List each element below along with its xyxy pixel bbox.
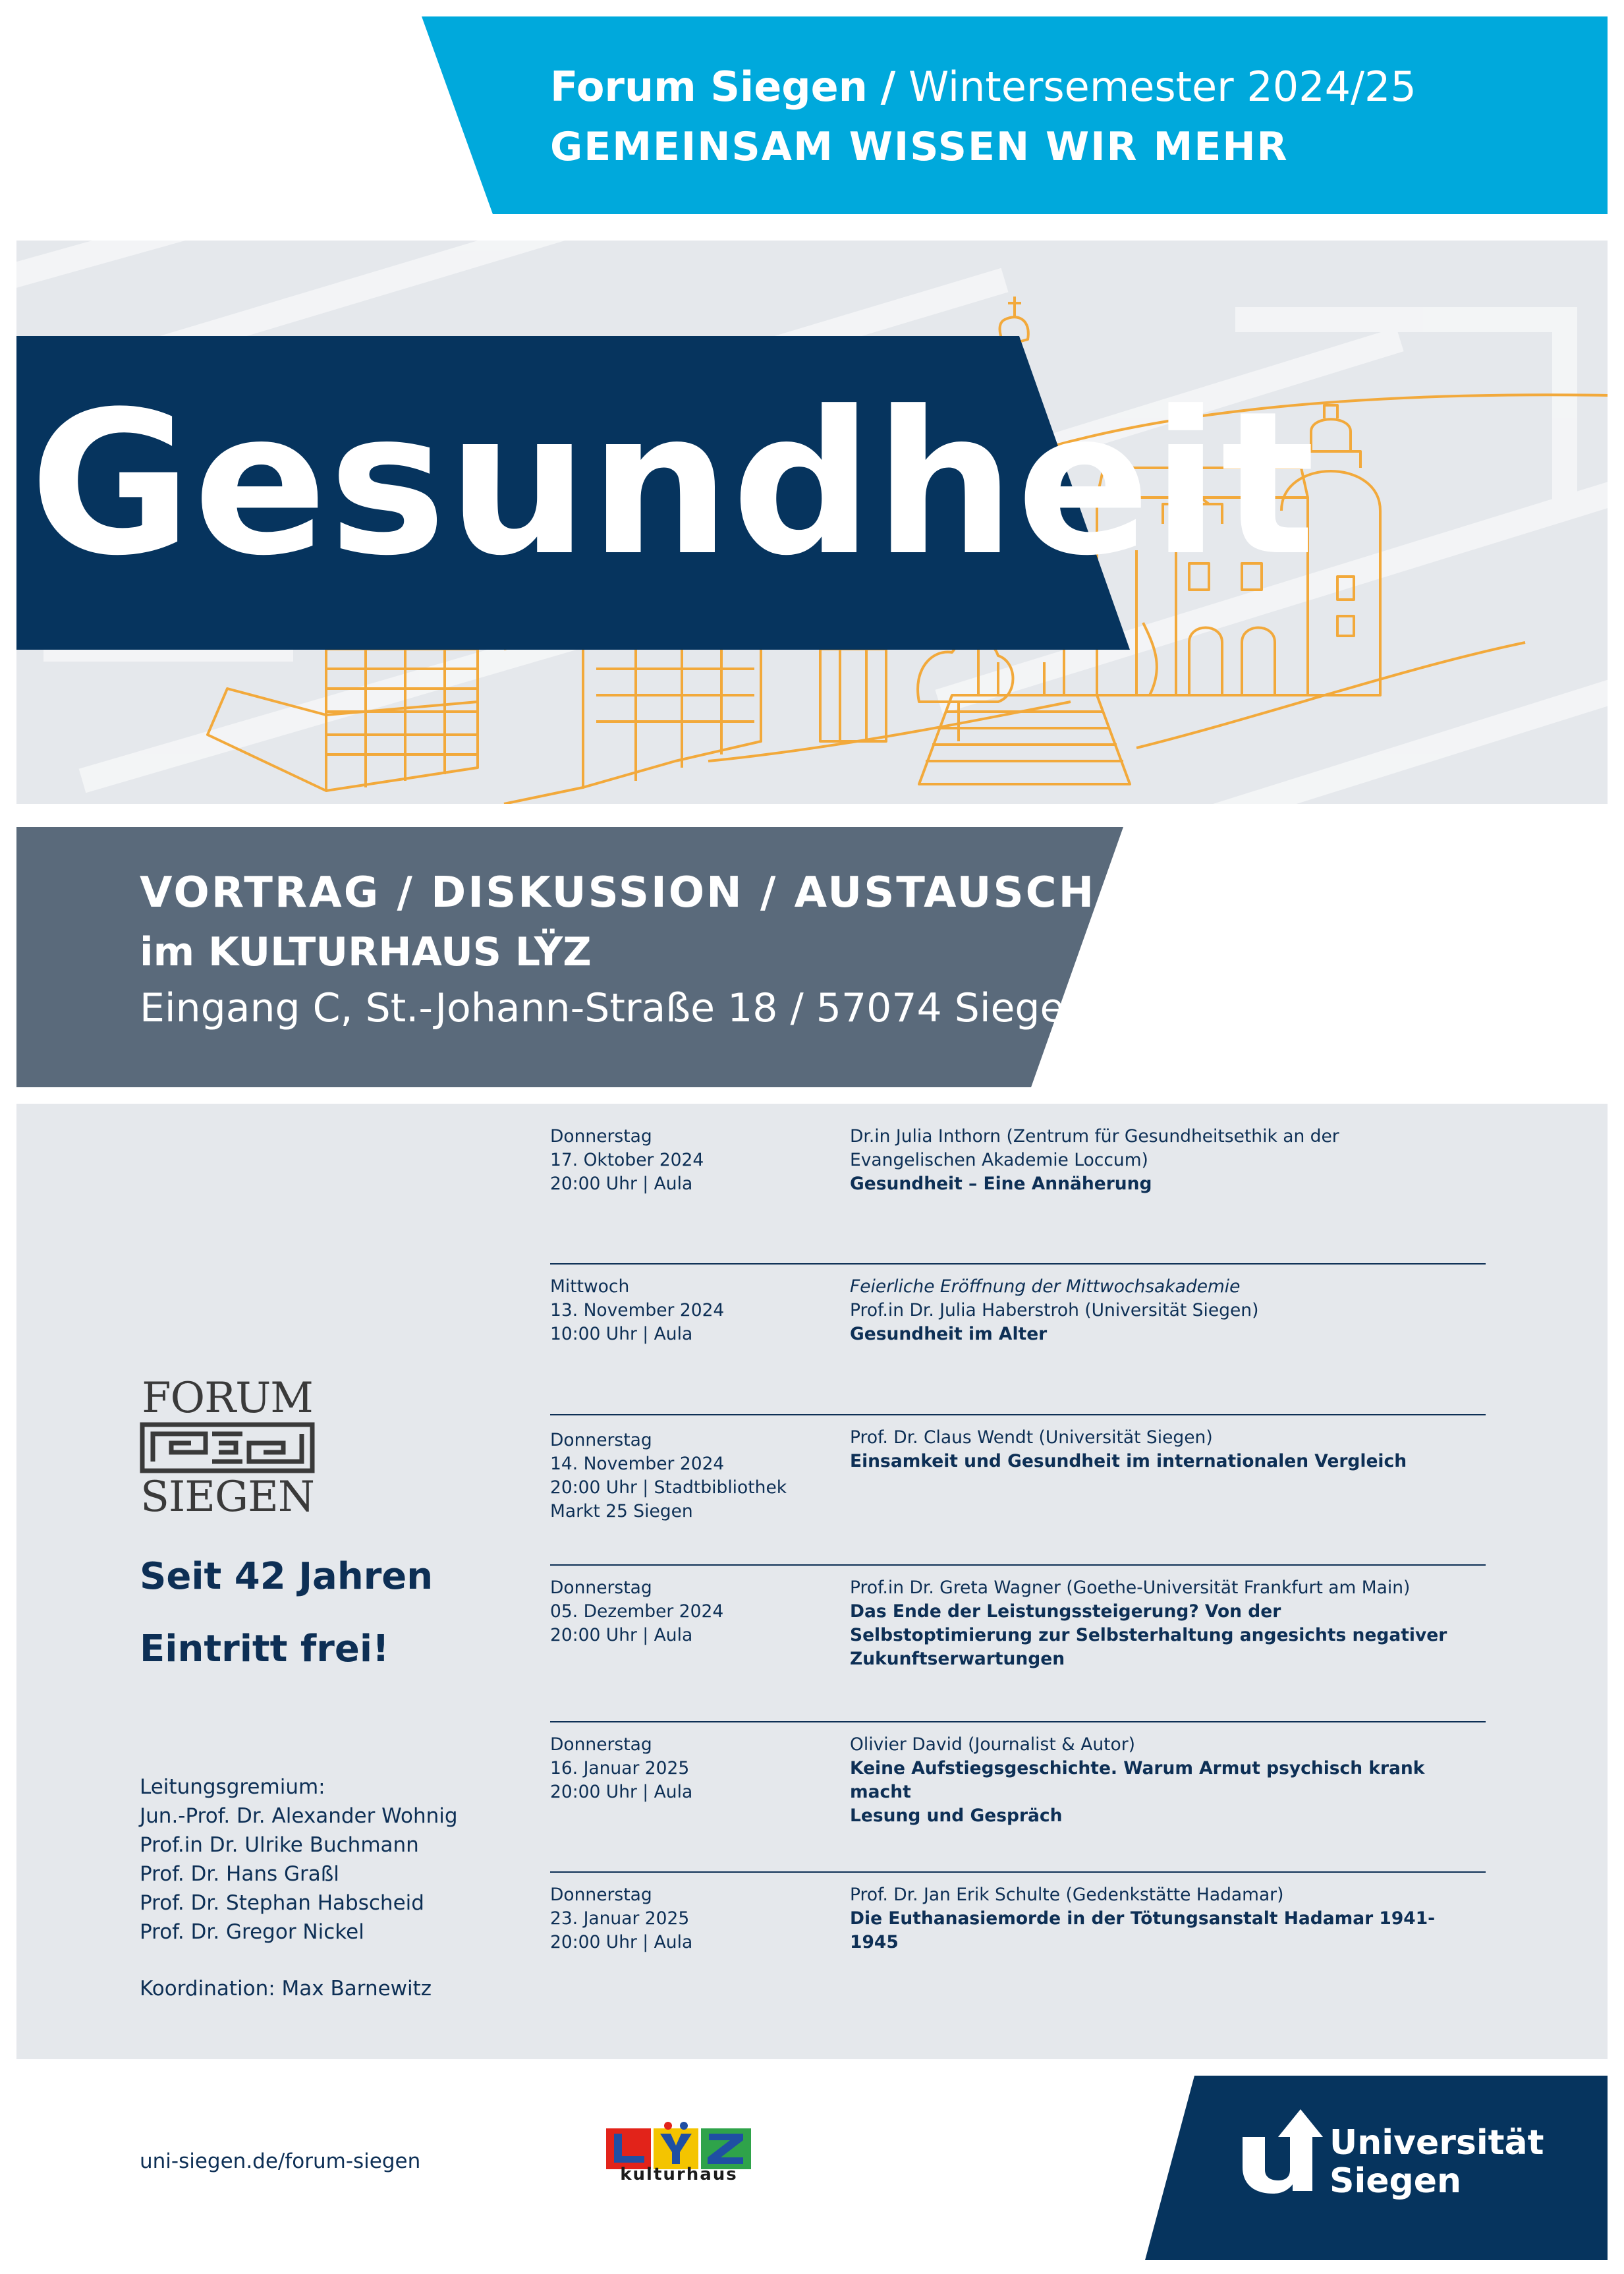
event-weekday: Donnerstag xyxy=(550,1734,652,1755)
event-weekday: Donnerstag xyxy=(550,1126,652,1147)
event-date-block xyxy=(550,1275,724,1346)
series-separator: / xyxy=(880,63,896,111)
event-speaker: Prof. Dr. Claus Wendt (Universität Siegen) xyxy=(850,1427,1213,1448)
event-date: 05. Dezember 2024 xyxy=(550,1601,724,1622)
event-speaker: Prof. Dr. Jan Erik Schulte (Gedenkstätte Hadamar) xyxy=(850,1885,1284,1905)
event-speaker: Prof.in Dr. Greta Wagner (Goethe-Universität Frankfurt am Main) xyxy=(850,1578,1411,1598)
event-date: 13. November 2024 xyxy=(550,1300,725,1321)
admission-statement: Eintritt frei! xyxy=(140,1628,389,1670)
forum-siegen-logo xyxy=(138,1374,316,1521)
event-date-block xyxy=(550,1733,692,1804)
event-title: Einsamkeit und Gesundheit im internationalen Vergleich xyxy=(850,1451,1407,1471)
event-title: Gesundheit – Eine Annäherung xyxy=(850,1174,1152,1194)
event-title: Die Euthanasiemorde in der Tötungsanstalt Hadamar 1941-1945 xyxy=(850,1908,1436,1952)
university-name-line2: Siegen xyxy=(1330,2161,1462,2201)
venue-formats: VORTRAG / DISKUSSION / AUSTAUSCH xyxy=(140,868,1096,917)
board-label: Leitungsgremium: xyxy=(140,1775,325,1799)
board-member: Jun.-Prof. Dr. Alexander Wohnig xyxy=(140,1804,458,1828)
board-member: Prof. Dr. Stephan Habscheid xyxy=(140,1891,424,1915)
event-divider xyxy=(550,1564,1486,1566)
event-title: Gesundheit im Alter xyxy=(850,1324,1048,1344)
board-member: Prof.in Dr. Ulrike Buchmann xyxy=(140,1833,419,1857)
event-time-place: 20:00 Uhr | Aula xyxy=(550,1782,693,1802)
meander-icon xyxy=(140,1422,315,1473)
event-weekday: Mittwoch xyxy=(550,1276,630,1297)
event-weekday: Donnerstag xyxy=(550,1578,652,1598)
event-time-place: 20:00 Uhr | Aula xyxy=(550,1932,693,1952)
event-date-block xyxy=(550,1883,692,1954)
event-divider xyxy=(550,1871,1486,1873)
university-name-line1: Universität xyxy=(1330,2123,1544,2163)
event-date: 17. Oktober 2024 xyxy=(550,1150,704,1170)
event-note: Feierliche Eröffnung der Mittwochsakademie xyxy=(850,1276,1241,1297)
event-subtitle: Lesung und Gespräch xyxy=(850,1805,1063,1826)
event-date: 23. Januar 2025 xyxy=(550,1908,690,1929)
event-divider xyxy=(550,1414,1486,1415)
event-weekday: Donnerstag xyxy=(550,1885,652,1905)
event-location-extra: Markt 25 Siegen xyxy=(550,1501,693,1521)
header-banner xyxy=(422,16,1608,214)
event-speaker: Prof.in Dr. Julia Haberstroh (Universität Siegen) xyxy=(850,1300,1259,1321)
logo-word-siegen: SIEGEN xyxy=(140,1473,314,1521)
event-speaker: Dr.in Julia Inthorn (Zentrum für Gesundheitsethik an der Evangelischen Akademie Loccum) xyxy=(850,1126,1339,1170)
event-title: Das Ende der Leistungssteigerung? Von der Selbstoptimierung zur Selbsterhaltung angesichts negativer Zukunftserwartungen xyxy=(850,1601,1447,1669)
lyz-caption: kulturhaus xyxy=(620,2165,738,2184)
event-title: Keine Aufstiegsgeschichte. Warum Armut psychisch krank macht xyxy=(850,1758,1425,1802)
venue-address: Eingang C, St.-Johann-Straße 18 / 57074 Siegen xyxy=(140,985,1090,1031)
event-time-place: 20:00 Uhr | Aula xyxy=(550,1174,693,1194)
board-member: Prof. Dr. Gregor Nickel xyxy=(140,1920,364,1944)
event-divider xyxy=(550,1263,1486,1265)
event-date-block xyxy=(550,1125,704,1196)
event-divider xyxy=(550,1721,1486,1722)
board-member: Prof. Dr. Hans Graßl xyxy=(140,1862,339,1886)
event-info-block xyxy=(850,1733,1456,1828)
event-info-block xyxy=(850,1426,1456,1473)
series-name: Forum Siegen xyxy=(550,63,868,111)
event-date: 14. November 2024 xyxy=(550,1454,725,1474)
event-info-block xyxy=(850,1125,1456,1196)
event-date: 16. Januar 2025 xyxy=(550,1758,690,1778)
years-statement: Seit 42 Jahren xyxy=(140,1555,434,1598)
event-date-block xyxy=(550,1429,787,1523)
event-info-block xyxy=(850,1883,1456,1954)
event-speaker: Olivier David (Journalist & Autor) xyxy=(850,1734,1136,1755)
coordination: Koordination: Max Barnewitz xyxy=(140,1977,432,2001)
header-slogan: GEMEINSAM WISSEN WIR MEHR xyxy=(550,124,1289,170)
event-info-block xyxy=(850,1576,1456,1671)
event-date-block xyxy=(550,1576,723,1647)
event-info-block xyxy=(850,1275,1456,1346)
board-list xyxy=(140,1773,458,1947)
event-time-place: 20:00 Uhr | Aula xyxy=(550,1625,693,1645)
logo-word-forum: FORUM xyxy=(142,1374,313,1423)
event-time-place: 20:00 Uhr | Stadtbibliothek xyxy=(550,1477,787,1498)
footer-url-link[interactable]: uni-siegen.de/forum-siegen xyxy=(140,2149,421,2173)
header-series-line xyxy=(550,63,1416,111)
semester-label: Wintersemester 2024/25 xyxy=(908,63,1416,111)
event-time-place: 10:00 Uhr | Aula xyxy=(550,1324,693,1344)
venue-place: im KULTURHAUS LŸZ xyxy=(140,929,592,975)
hero-title: Gesundheit xyxy=(30,369,1317,599)
university-u-icon xyxy=(1237,2104,1326,2196)
event-weekday: Donnerstag xyxy=(550,1430,652,1450)
